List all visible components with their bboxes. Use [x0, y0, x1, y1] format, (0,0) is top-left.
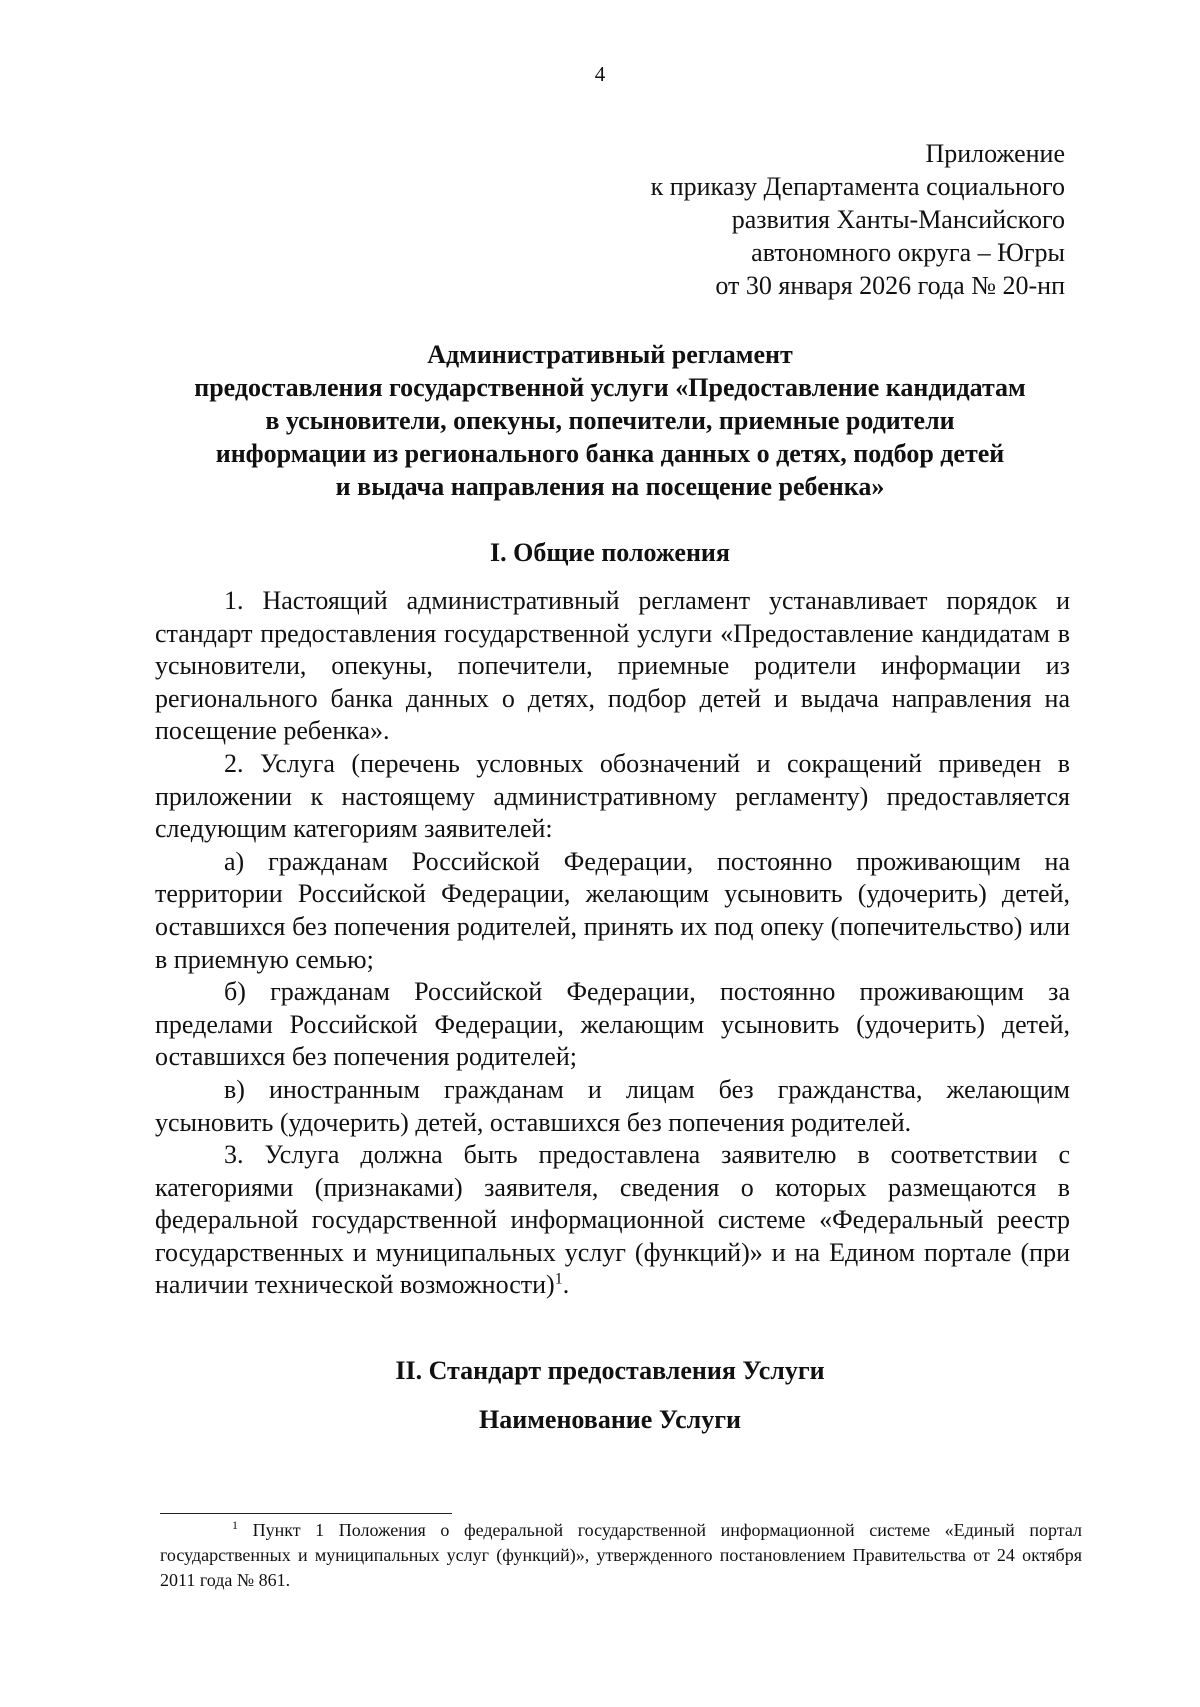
footnote-mark: 1: [232, 1518, 238, 1532]
appendix-line: Приложение: [925, 139, 1065, 168]
title-line: и выдача направления на посещение ребенка»: [335, 472, 885, 501]
paragraph-2a: а) гражданам Российской Федерации, постоянно проживающим на территории Российской Федерации, желающим усыновить (удочерить) детей, оставшихся без попечения родителей, принять их под опеку (попечительство) или в приемную семью;: [155, 846, 1070, 974]
section-2-heading: II. Стандарт предоставления Услуги: [395, 1356, 825, 1385]
appendix-line: к приказу Департамента социального: [650, 172, 1065, 201]
section-2-subheading: Наименование Услуги: [478, 1405, 742, 1434]
paragraph-3-end: .: [562, 1270, 570, 1300]
section-1-heading: I. Общие положения: [490, 538, 730, 567]
paragraph-2b: б) гражданам Российской Федерации, постоянно проживающим за пределами Российской Федерации, желающим усыновить (удочерить) детей, оставшихся без попечения родителей;: [155, 977, 1070, 1072]
paragraph-3-text: 3. Услуга должна быть предоставлена заявителю в соответствии с категориями (признаками) заявителя, сведения о которых размещаются в федеральной государственной информационной системе «Федеральный реестр государственных и муниципальных услуг (функций)» и на Едином портале (при наличии технической возможности): [155, 1140, 1070, 1300]
body-text: [155, 585, 1070, 1302]
title-line: в усыновители, опекуны, попечители, приемные родители: [265, 406, 955, 435]
paragraph-2: 2. Услуга (перечень условных обозначений и сокращений приведен в приложении к настоящему административному регламенту) предоставляется следующим категориям заявителей:: [155, 748, 1070, 844]
footnote-reference: 1: [554, 1270, 563, 1288]
page-number: 4: [594, 62, 606, 86]
appendix-block: [651, 137, 1065, 302]
title-line: Административный регламент: [427, 340, 793, 369]
appendix-line: развития Ханты-Мансийского: [731, 205, 1065, 234]
paragraph-2c: в) иностранным гражданам и лицам без гражданства, желающим усыновить (удочерить) детей, оставшихся без попечения родителей.: [155, 1074, 1070, 1137]
paragraph-3: [155, 1139, 1070, 1302]
appendix-line: от 30 января 2026 года № 20-нп: [715, 271, 1065, 300]
footnote-paragraph: [160, 1518, 1082, 1593]
appendix-line: автономного округа – Югры: [751, 238, 1065, 267]
document-title: [140, 338, 1080, 503]
paragraph-1: 1. Настоящий административный регламент устанавливает порядок и стандарт предоставления государственной услуги «Предоставление кандидатам в усыновители, опекуны, попечители, приемные родители информации из регионального банка данных о детях, подбор детей и выдача направления на посещение ребенка».: [155, 586, 1070, 746]
footnote-separator: [160, 1513, 452, 1514]
footnote-text: Пункт 1 Положения о федеральной государственной информационной системе «Единый портал государственных и муниципальных услуг (функций)», утвержденного постановлением Правительства от 24 октября 2011 года № 861.: [160, 1520, 1082, 1590]
footnote: [160, 1518, 1082, 1593]
title-line: информации из регионального банка данных о детях, подбор детей: [215, 439, 1005, 468]
title-line: предоставления государственной услуги «Предоставление кандидатам: [194, 373, 1026, 402]
